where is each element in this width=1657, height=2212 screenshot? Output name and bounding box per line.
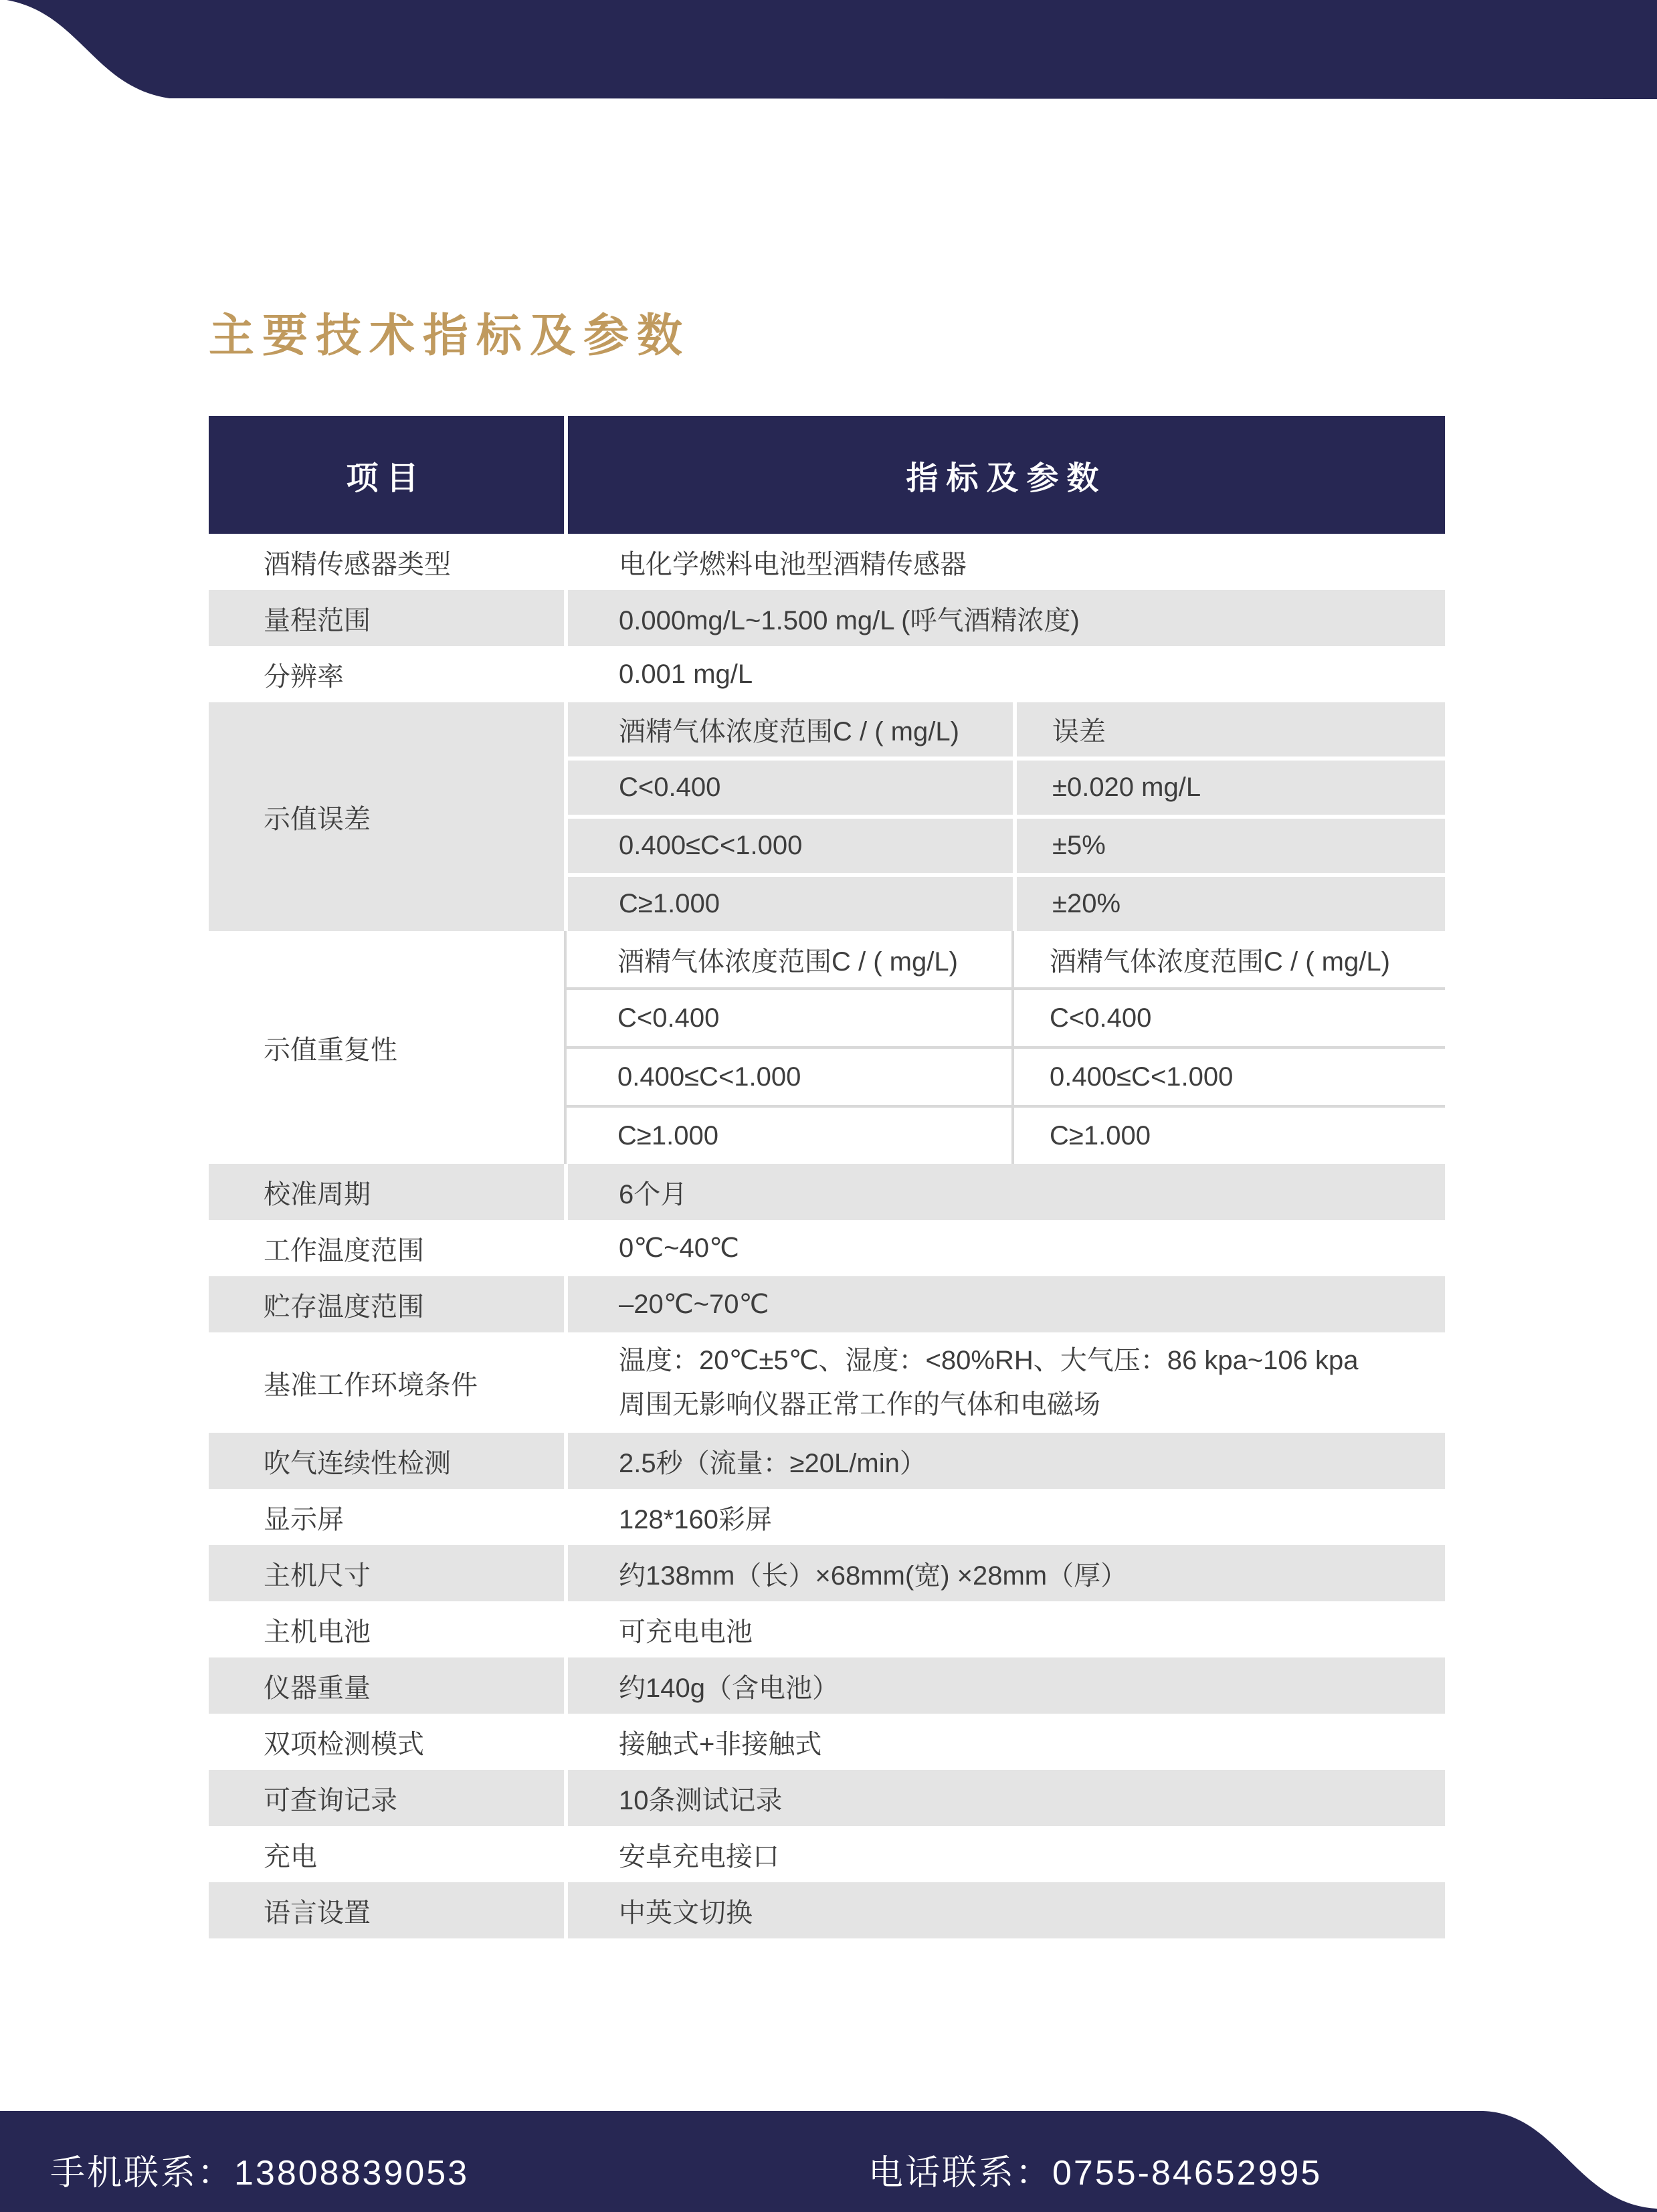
table-row	[209, 1657, 1445, 1714]
table-row	[209, 1770, 1445, 1826]
row-label: 语言设置	[209, 1882, 564, 1938]
table-row	[209, 1164, 1445, 1220]
spec-table	[209, 416, 1445, 1938]
table-row	[209, 1545, 1445, 1601]
row-label: 酒精传感器类型	[209, 534, 564, 590]
table-row-group-repeatability	[209, 931, 1445, 1164]
table-row	[209, 1601, 1445, 1657]
table-row	[209, 1714, 1445, 1770]
row-value: 中英文切换	[568, 1882, 1445, 1938]
table-row	[209, 1220, 1445, 1276]
row-label: 示值误差	[209, 702, 564, 931]
header-cell-item: 项目	[209, 416, 564, 534]
row-value: –20℃~70℃	[568, 1276, 1445, 1332]
nested-cell: ±0.020 mg/L	[1017, 761, 1445, 815]
row-label: 示值重复性	[209, 931, 564, 1164]
table-header-row	[209, 416, 1445, 534]
nested-cell: 酒精气体浓度范围C / ( mg/L)	[568, 702, 1013, 757]
row-value: 128*160彩屏	[568, 1489, 1445, 1545]
nested-cell: 酒精气体浓度范围C / ( mg/L)	[1014, 931, 1445, 987]
row-value: 6个月	[568, 1164, 1445, 1220]
row-label: 分辨率	[209, 646, 564, 702]
nested-cell: C≥1.000	[1014, 1108, 1445, 1164]
row-value-line1: 温度：20℃±5℃、湿度：<80%RH、大气压：86 kpa~106 kpa	[619, 1346, 1359, 1375]
row-label: 仪器重量	[209, 1657, 564, 1714]
header-cell-spec: 指标及参数	[568, 416, 1445, 534]
nested-cell: 酒精气体浓度范围C / ( mg/L)	[567, 931, 1011, 987]
row-value: 接触式+非接触式	[568, 1714, 1445, 1770]
table-row	[209, 1882, 1445, 1938]
nested-cell: ±5%	[1017, 819, 1445, 873]
nested-cell: 0.400≤C<1.000	[567, 1049, 1011, 1105]
nested-cell: 误差	[1017, 702, 1445, 757]
nested-cell: 0.400≤C<1.000	[568, 819, 1013, 873]
table-row	[209, 1489, 1445, 1545]
table-row	[209, 534, 1445, 590]
nested-cell: C≥1.000	[567, 1108, 1011, 1164]
row-value: 安卓充电接口	[568, 1826, 1445, 1882]
table-row	[209, 1433, 1445, 1489]
table-row	[209, 1276, 1445, 1332]
row-label: 双项检测模式	[209, 1714, 564, 1770]
row-label: 充电	[209, 1826, 564, 1882]
nested-cell: ±20%	[1017, 877, 1445, 931]
nested-cell: 0.400≤C<1.000	[1014, 1049, 1445, 1105]
nested-cell: C≥1.000	[568, 877, 1013, 931]
row-label: 显示屏	[209, 1489, 564, 1545]
footer-mobile-contact: 手机联系：13808839053	[50, 2154, 470, 2193]
row-label: 主机尺寸	[209, 1545, 564, 1601]
table-row	[209, 1826, 1445, 1882]
row-label: 基准工作环境条件	[209, 1332, 564, 1433]
table-row	[209, 1332, 1445, 1433]
row-value: 0.001 mg/L	[568, 646, 1445, 702]
row-label: 量程范围	[209, 590, 564, 646]
row-value	[568, 1332, 1445, 1433]
row-value: 约140g（含电池）	[568, 1657, 1445, 1714]
row-label: 主机电池	[209, 1601, 564, 1657]
row-label: 工作温度范围	[209, 1220, 564, 1276]
nested-cell: C<0.400	[568, 761, 1013, 815]
row-label: 吹气连续性检测	[209, 1433, 564, 1489]
table-row	[209, 646, 1445, 702]
row-label: 可查询记录	[209, 1770, 564, 1826]
header-band	[0, 0, 1657, 100]
row-value-line2: 周围无影响仪器正常工作的气体和电磁场	[619, 1390, 1100, 1419]
nested-cell: C<0.400	[567, 990, 1011, 1046]
row-value: 2.5秒（流量：≥20L/min）	[568, 1433, 1445, 1489]
row-value: 0.000mg/L~1.500 mg/L (呼气酒精浓度)	[568, 590, 1445, 646]
table-row	[209, 590, 1445, 646]
row-value: 可充电电池	[568, 1601, 1445, 1657]
row-value: 约138mm（长）×68mm(宽) ×28mm（厚）	[568, 1545, 1445, 1601]
row-value: 10条测试记录	[568, 1770, 1445, 1826]
footer-phone-contact: 电话联系：0755-84652995	[868, 2154, 1323, 2193]
nested-cell: C<0.400	[1014, 990, 1445, 1046]
row-value: 0℃~40℃	[568, 1220, 1445, 1276]
table-row-group-error	[209, 702, 1445, 931]
page-title: 主要技术指标及参数	[209, 310, 691, 361]
row-value: 电化学燃料电池型酒精传感器	[568, 534, 1445, 590]
row-label: 校准周期	[209, 1164, 564, 1220]
row-label: 贮存温度范围	[209, 1276, 564, 1332]
